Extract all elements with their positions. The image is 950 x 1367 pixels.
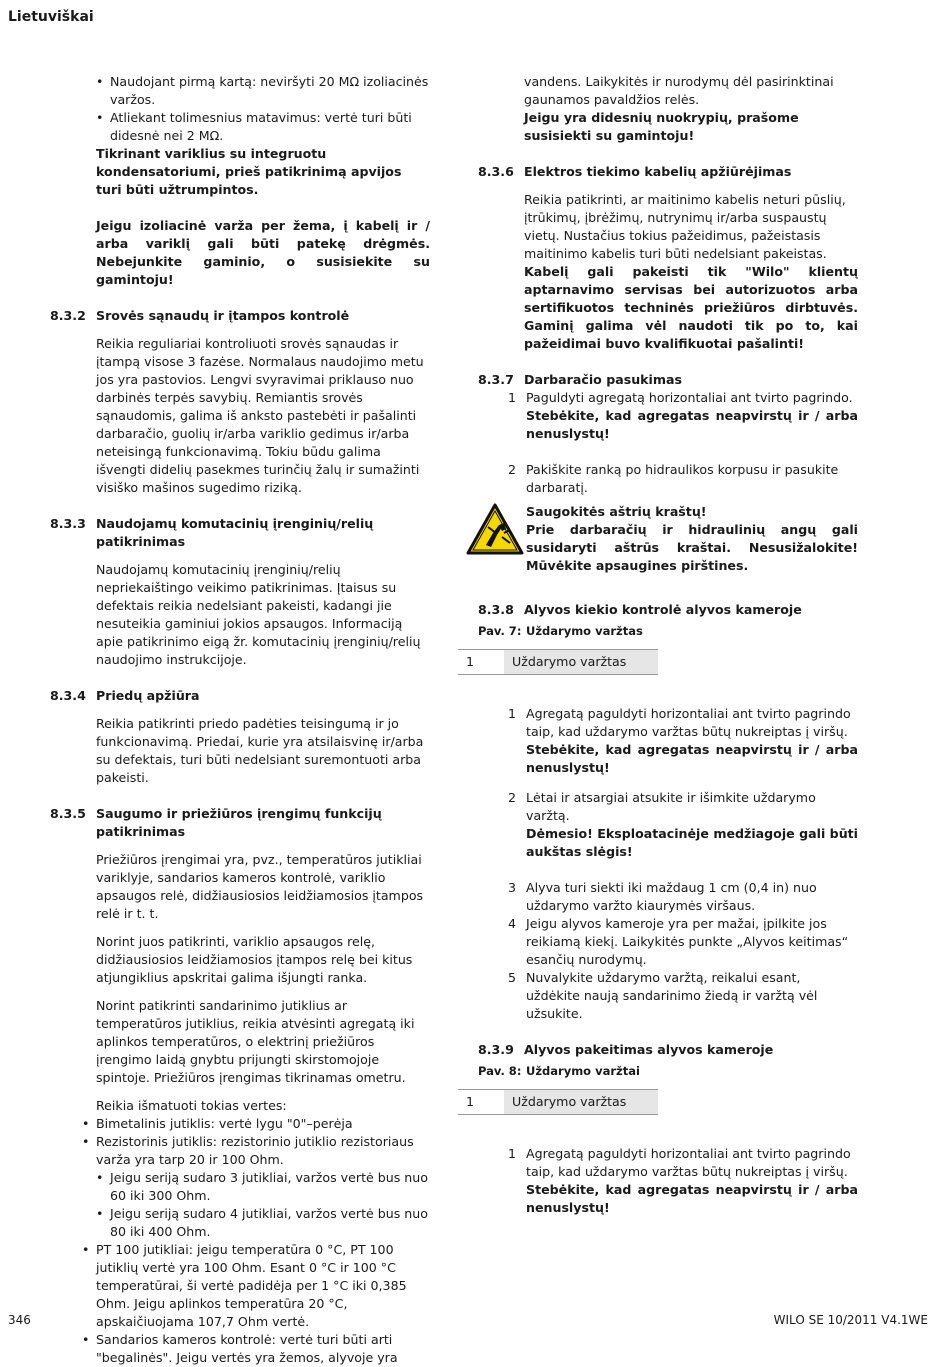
list-item: • Atliekant tolimesnius matavimus: vertė turi būti didesnė nei 2 MΩ. (110, 109, 430, 145)
step-number: 1 (508, 390, 517, 405)
section-title: Alyvos pakeitimas alyvos kameroje (524, 1042, 774, 1057)
legend-number: 1 (466, 1094, 475, 1109)
step-item (508, 389, 858, 443)
section-heading (478, 163, 858, 181)
step-bold: Stebėkite, kad agregatas neapvirstų ir / arba nenuslystų! (526, 1182, 858, 1215)
list-item-text: Rezistorinis jutiklis: rezistorinio jutiklio rezistoriaus varža yra tarp 20 ir 100 Ohm. (96, 1134, 414, 1167)
step-item (508, 1145, 858, 1217)
list-item: • Sandarios kameros kontrolė: vertė turi būti arti "begalinės". Jeigu vertės yra žemos, alyvoje yra (96, 1331, 430, 1367)
figure-label: Pav. 7: (478, 624, 522, 638)
section-text: Reikia patikrinti, ar maitinimo kabelis neturi pūslių, įtrūkimų, įbrėžimų, nutrynimų ir/arba suspaustų vietų. Nustačius tokius pažeidimus, pažeistasis maitinimo kabelis turi būti nedelsiant pakeistas. (524, 192, 846, 261)
step-bold: Stebėkite, kad agregatas neapvirstų ir / arba nenuslystų! (526, 742, 858, 775)
section-heading (50, 687, 430, 705)
section-text: Norint juos patikrinti, variklio apsaugos relę, didžiausiosios leidžiamosios įtampos relę bei kitus atjungiklius apskritai galima išjungti ranka. (96, 934, 413, 985)
right-column (466, 73, 858, 1217)
values-list (50, 1115, 430, 1367)
section-title: Saugumo ir priežiūros įrengimų funkcijų patikrinimas (96, 806, 382, 839)
list-item: • Jeigu seriją sudaro 3 jutikliai, varžos vertė bus nuo 60 iki 300 Ohm. (110, 1169, 430, 1205)
list-item: • Naudojant pirmą kartą: neviršyti 20 MΩ izoliacinės varžos. (110, 73, 430, 109)
section-text: Norint patikrinti sandarinimo jutiklius ar temperatūros jutiklius, reikia atvėsinti agregatą iki aplinkos temperatūros, o elektrinį priežiūros įrengimo laidą gnybtu prijungti skirstomojoje spintoje. Priežiūros įrengimas tikrinamas ometru. (96, 998, 415, 1085)
section-heading (478, 1041, 858, 1059)
figure-label: Pav. 8: (478, 1064, 522, 1078)
step-item (508, 969, 858, 1023)
list-item: • PT 100 jutikliai: jeigu temperatūra 0 °C, PT 100 jutiklių vertė yra 100 Ohm. Esant 0 °C ir 100 °C temperatūrai, ši vertė padidėja per 1 °C iki 0,385 Ohm. Jeigu aplinkos temperatūra 20 °C, apskaičiuojama 107,7 Ohm vertė. (96, 1241, 430, 1331)
sub-list (96, 1169, 430, 1241)
step-text: Alyva turi siekti iki maždaug 1 cm (0,4 in) nuo uždarymo varžto kiaurymės viršaus. (526, 880, 817, 913)
figure-title: Uždarymo varžtas (526, 624, 643, 638)
section-text: Naudojamų komutacinių įrenginių/relių nepriekaištingo veikimo patikrinimas. Įtaisus su defektais reikia nedelsiant pakeisti, kadangi jie nesuteikia gaminiui jokios apsaugos. Informaciją apie patikrinimo eigą žr. komutacinių įrenginių/relių naudojimo instrukcijoje. (96, 562, 421, 667)
steps-list (508, 705, 858, 1023)
hand-cut-warning-icon (466, 503, 526, 575)
step-text: Lėtai ir atsargiai atsukite ir išimkite uždarymo varžtą. (526, 790, 816, 823)
list-item (96, 1133, 430, 1241)
step-number: 1 (508, 706, 517, 721)
figure-caption (478, 1063, 858, 1079)
step-number: 5 (508, 970, 517, 985)
legend-text: Uždarymo varžtas (504, 1090, 658, 1114)
left-column (50, 73, 430, 1367)
warning-text: Prie darbaračių ir hidraulinių angų gali susidaryti aštrūs kraštai. Nesusižalokite! Mūvėkite apsaugines pirštines. (526, 522, 858, 573)
figure-caption (478, 623, 858, 639)
step-item (508, 879, 858, 915)
section-text: Reikia išmatuoti tokias vertes: (96, 1098, 287, 1113)
section-number: 8.3.5 (50, 806, 86, 821)
step-text: Agregatą paguldyti horizontaliai ant tvirto pagrindo taip, kad uždarymo varžtas būtų nukreiptas į viršų. (526, 706, 851, 739)
step-number: 3 (508, 880, 517, 895)
language-label: Lietuviškai (8, 9, 94, 25)
step-text: Paguldyti agregatą horizontaliai ant tvirto pagrindo. (526, 390, 853, 405)
legend-table (458, 1089, 658, 1115)
section-text: Reikia reguliariai kontroliuoti srovės sąnaudas ir įtampą visose 3 fazėse. Normalaus naudojimo metu jos yra pastovios. Lengvi svyravimai priklauso nuo darbinės terpės savybių. Remiantis srovės sąnaudomis, galima iš anksto pastebėti ir pašalinti darbaračio, guolių ir/arba variklio gedimus ir/arba neteisingą funkcionavimą. Tokiu būdu galima išvengti didelių pasekmes turinčių žalų ir sumažinti visiško mašinos sugedimo riziką. (96, 336, 424, 495)
intro-warning: Jeigu izoliacinė varža per žema, į kabelį ir / arba variklį gali būti patekę drėgmės. Nebejunkite gaminio, o susisiekite su gamintoju! (96, 218, 430, 287)
section-title: Darbaračio pasukimas (524, 372, 682, 387)
intro-bold-note: Tikrinant variklius su integruotu kondensatoriumi, prieš patikrinimą apvijos turi būti užtrumpintos. (96, 146, 402, 197)
step-text: Agregatą paguldyti horizontaliai ant tvirto pagrindo taip, kad uždarymo varžtas būtų nukreiptas į viršų. (526, 1146, 851, 1179)
warning-title: Saugokitės aštrių kraštų! (526, 504, 707, 519)
section-bold-note: Kabelį gali pakeisti tik "Wilo" klientų aptarnavimo servisas bei autorizuotos arba sertifikuotos techninės priežiūros dirbtuvės. Gaminį galima vėl naudoti tik po to, kai pažeidimai buvo kvalifikuotai pašalinti! (524, 264, 858, 351)
continued-bold: Jeigu yra didesnių nuokrypių, prašome susisiekti su gamintoju! (524, 110, 799, 143)
step-number: 1 (508, 1146, 517, 1161)
section-number: 8.3.4 (50, 688, 86, 703)
step-text: Jeigu alyvos kameroje yra per mažai, įpilkite jos reikiamą kiekį. Laikykitės punkte „Alyvos keitimas“ esančių nurodymų. (526, 916, 849, 967)
section-title: Naudojamų komutacinių įrenginių/relių patikrinimas (96, 516, 374, 549)
page-number: 346 (8, 1313, 31, 1327)
step-text: Pakiškite ranką po hidraulikos korpusu ir pasukite darbaratį. (526, 462, 839, 495)
step-item (508, 461, 858, 497)
section-heading (478, 601, 858, 619)
section-title: Alyvos kiekio kontrolė alyvos kameroje (524, 602, 802, 617)
section-text: Priežiūros įrengimai yra, pvz., temperatūros jutikliai variklyje, sandarios kameros kontrolė, variklio apsaugos relė, didžiausiosios leidžiamosios įtampos relė ir t. t. (96, 852, 424, 921)
step-item (508, 705, 858, 777)
section-number: 8.3.8 (478, 602, 514, 617)
step-item (508, 915, 858, 969)
section-number: 8.3.6 (478, 164, 514, 179)
step-bold: Stebėkite, kad agregatas neapvirstų ir / arba nenuslystų! (526, 408, 858, 441)
list-item: • Jeigu seriją sudaro 4 jutikliai, varžos vertė bus nuo 80 iki 400 Ohm. (110, 1205, 430, 1241)
list-item: • Bimetalinis jutiklis: vertė lygu "0"–perėja (96, 1115, 430, 1133)
legend-text: Uždarymo varžtas (504, 650, 658, 674)
section-title: Srovės sąnaudų ir įtampos kontrolė (96, 308, 350, 323)
step-bold: Dėmesio! Eksploatacinėje medžiagoje gali būti aukštas slėgis! (526, 826, 858, 859)
step-number: 4 (508, 916, 517, 931)
section-title: Elektros tiekimo kabelių apžiūrėjimas (524, 164, 792, 179)
step-number: 2 (508, 462, 517, 477)
step-number: 2 (508, 790, 517, 805)
steps-list (508, 1145, 858, 1217)
intro-bullets (50, 73, 430, 145)
step-item (508, 789, 858, 861)
step-text: Nuvalykite uždarymo varžtą, reikalui esant, uždėkite naują sandarinimo žiedą ir varžtą vėl užsukite. (526, 970, 818, 1021)
legend-table (458, 649, 658, 675)
section-heading (50, 307, 430, 325)
figure-title: Uždarymo varžtai (526, 1064, 640, 1078)
steps-list (508, 389, 858, 497)
legend-number: 1 (466, 654, 475, 669)
section-number: 8.3.2 (50, 308, 86, 323)
section-heading (478, 371, 858, 389)
section-number: 8.3.7 (478, 372, 514, 387)
continued-text: vandens. Laikykitės ir nurodymų dėl pasirinktinai gaunamos pavaldžios relės. (524, 74, 834, 107)
section-text: Reikia patikrinti priedo padėties teisingumą ir jo funkcionavimą. Priedai, kurie yra atsilaisvinę ir/arba su defektais, turi būti nedelsiant suremontuoti arba pakeisti. (96, 716, 424, 785)
document-id: WILO SE 10/2011 V4.1WE (773, 1313, 928, 1327)
section-number: 8.3.9 (478, 1042, 514, 1057)
section-heading (50, 515, 430, 551)
section-number: 8.3.3 (50, 516, 86, 531)
section-heading (50, 805, 430, 841)
section-title: Priedų apžiūra (96, 688, 200, 703)
warning-block (478, 503, 858, 575)
